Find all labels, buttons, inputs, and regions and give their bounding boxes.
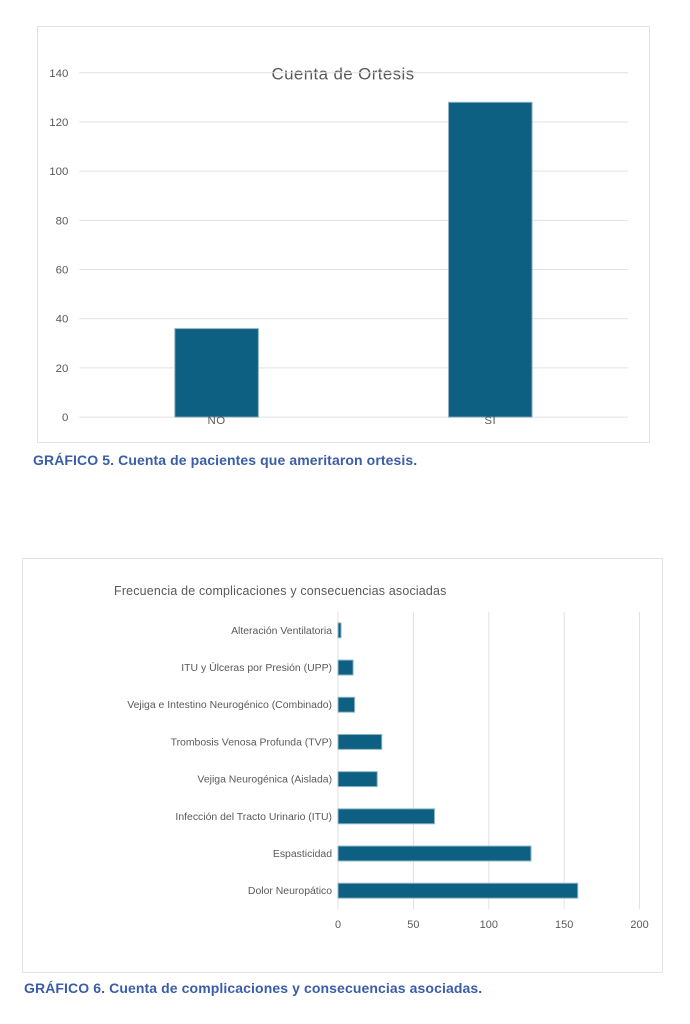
chart-complicaciones-card — [22, 558, 663, 973]
chart-ortesis-card — [37, 26, 650, 443]
chart-title: Cuenta de Ortesis — [271, 64, 415, 84]
y-category-label: Dolor Neuropático — [247, 886, 333, 898]
y-tick-label: 80 — [55, 215, 69, 228]
y-tick-label: 0 — [61, 412, 69, 425]
y-category-label: Vejiga e Intestino Neurogénico (Combinado) — [127, 700, 333, 712]
ortesis-bar-chart — [38, 27, 649, 442]
y-tick-label: 40 — [55, 313, 69, 326]
bar-alteracion-ventilatoria — [338, 623, 341, 638]
bar-dolor-neuropatico — [338, 883, 578, 898]
bar-vejiga-neurogenica-aislada — [338, 772, 377, 787]
y-tick-label: 140 — [49, 67, 69, 80]
x-category-label: SI — [484, 415, 497, 428]
x-tick-label: 0 — [334, 919, 342, 932]
y-tick-label: 60 — [55, 264, 69, 277]
y-category-label: Espasticidad — [272, 848, 333, 860]
bar-espasticidad — [338, 846, 531, 861]
bar-vejiga-e-intestino-neurogenico-combinado — [338, 697, 355, 712]
x-category-label: NO — [207, 415, 226, 428]
complicaciones-bar-chart — [23, 559, 662, 972]
y-category-label: Vejiga Neurogénica (Aislada) — [197, 774, 333, 786]
bar-si — [448, 102, 532, 417]
bar-trombosis-venosa-profunda-tvp — [338, 734, 382, 749]
bar-infeccion-del-tracto-urinario-itu — [338, 809, 434, 824]
x-tick-label: 200 — [630, 919, 649, 932]
x-tick-label: 150 — [555, 919, 574, 932]
y-tick-label: 120 — [49, 116, 69, 129]
chart-title: Frecuencia de complicaciones y consecuencias asociadas — [114, 583, 447, 598]
y-tick-label: 100 — [49, 166, 69, 179]
y-category-label: Alteración Ventilatoria — [231, 625, 333, 637]
grafico5-caption: GRÁFICO 5. Cuenta de pacientes que ameritaron ortesis. — [33, 452, 418, 468]
bar-no — [175, 329, 259, 418]
y-category-label: ITU y Úlceras por Presión (UPP) — [181, 663, 333, 675]
x-tick-label: 100 — [479, 919, 498, 932]
x-tick-label: 50 — [407, 919, 420, 932]
y-tick-label: 20 — [55, 362, 69, 375]
y-category-label: Trombosis Venosa Profunda (TVP) — [170, 737, 333, 749]
grafico6-caption: GRÁFICO 6. Cuenta de complicaciones y consecuencias asociadas. — [24, 980, 483, 996]
bar-itu-y-ulceras-por-presion-upp — [338, 660, 353, 675]
y-category-label: Infección del Tracto Urinario (ITU) — [175, 811, 333, 823]
